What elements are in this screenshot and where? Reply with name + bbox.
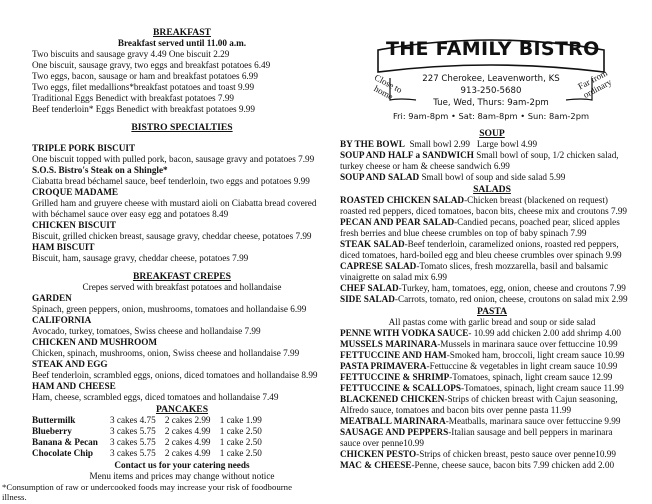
specialty-name: CHICKEN BISCUIT: [32, 220, 116, 230]
salad-desc: fresh berries and blue cheese crumbles on top of baby spinach 7.99: [340, 228, 587, 238]
crepe-name: HAM AND CHEESE: [32, 381, 116, 391]
salad-line: [340, 261, 608, 272]
pancake-row: [32, 437, 262, 448]
pasta-name: MEATBALL MARINARA: [340, 416, 446, 426]
salad-line: [340, 206, 627, 217]
pasta-line: [340, 427, 613, 438]
pancake-prices: 3 cakes 5.75 2 cakes 4.99 1 cake 2.50: [110, 448, 262, 458]
salad-line: [340, 228, 586, 239]
soup-line: [340, 172, 565, 183]
breakfast-item: Beef tenderloin* Eggs Benedict with breakfast potatoes 9.99: [32, 104, 255, 114]
pancake-name: Blueberry: [32, 426, 72, 436]
pasta-line: [340, 394, 618, 405]
salad-desc: -Turkey, ham, tomatoes, egg, onion, cheese and croutons 7.99: [398, 283, 626, 293]
specialty-desc: Biscuit, grilled chicken breast, sausage gravy, cheddar cheese, potatoes 7.99: [32, 231, 312, 241]
salad-desc: vinaigrette on salad mix 6.99: [340, 272, 447, 282]
pasta-line: [340, 460, 614, 471]
pancake-name: Chocolate Chip: [32, 448, 93, 458]
pasta-desc: -Strips of chicken breast, pesto sauce over penne10.99: [416, 449, 616, 459]
specialty-desc: Grilled ham and gruyere cheese with mustard aioli on Ciabatta bread covered: [32, 198, 317, 208]
pasta-name: SAUSAGE AND PEPPERS: [340, 427, 449, 437]
catering-note: Contact us for your catering needs: [114, 460, 250, 470]
pasta-desc: -Tomatoes, spinach, light cream sauce 12.99: [449, 372, 613, 382]
pasta-desc: -Tomatoes, spinach, light cream sauce 11.99: [461, 383, 624, 393]
breakfast-item: One biscuit, sausage gravy, two eggs and breakfast potatoes 6.49: [32, 60, 271, 70]
logo-tagline-left: Close to home: [372, 72, 404, 102]
logo-title: THE FAMILY BISTRO: [386, 38, 600, 60]
pasta-name: BLACKENED CHICKEN: [340, 394, 445, 404]
pancake-prices: 3 cakes 5.75 2 cakes 4.99 1 cake 2.50: [110, 437, 262, 447]
soup-name: BY THE BOWL: [340, 139, 405, 149]
pasta-desc: -Meatballs, marinara sauce over fettuccine 9.99: [445, 416, 621, 426]
pasta-line: [340, 449, 616, 460]
breakfast-item: Two eggs, bacon, sausage or ham and breakfast potatoes 6.99: [32, 71, 258, 81]
breakfast-item: Two biscuits and sausage gravy 4.49 One biscuit 2.29: [32, 49, 230, 59]
pancake-name: Banana & Pecan: [32, 437, 98, 447]
pasta-desc: -Penne, cheese sauce, bacon bits 7.99 chicken add 2.00: [411, 460, 615, 470]
pancakes-heading: PANCAKES: [155, 404, 209, 415]
pasta-subheading: All pastas come with garlic bread and soup or side salad: [388, 317, 596, 327]
specialty-desc: One biscuit topped with pulled pork, bacon, sausage gravy and potatoes 7.99: [32, 154, 315, 164]
specialty-name: CROQUE MADAME: [32, 187, 118, 197]
salad-line: [340, 217, 620, 228]
salad-name: STEAK SALAD: [340, 239, 405, 249]
soup-line: [340, 150, 619, 161]
pancake-row: [32, 448, 262, 459]
salad-line: [340, 239, 619, 250]
pancake-row: [32, 415, 262, 426]
pasta-desc: -Smoked ham, broccoli, light cream sauce 10.99: [446, 350, 625, 360]
soup-desc: Small bowl of soup, 1/2 chicken salad,: [473, 150, 619, 160]
pasta-name: FETTUCCINE AND HAM: [340, 350, 447, 360]
pasta-desc: -Strips of chicken breast with Cajun seasoning,: [444, 394, 618, 404]
logo-phone: 913-250-5680: [460, 86, 522, 96]
logo-address: 227 Cherokee, Leavenworth, KS: [422, 74, 560, 84]
salad-name: CHEF SALAD: [340, 283, 399, 293]
crepes-subheading: Crepes served with breakfast potatoes and hollandaise: [82, 282, 282, 292]
salad-name: ROASTED CHICKEN SALAD: [340, 195, 465, 205]
soup-name: SOUP AND HALF a SANDWICH: [340, 150, 474, 160]
salad-desc: -Candied pecans, poached pear, sliced apples: [454, 217, 620, 227]
soup-desc: turkey cheese or ham & cheese sandwich 6.99: [340, 161, 510, 171]
salad-name: SIDE SALAD: [340, 294, 395, 304]
specialty-desc: Ciabatta bread béchamel sauce, beef tenderloin, two eggs and potatoes 9.99: [32, 176, 310, 186]
soup-desc: Small bowl of soup and side salad 5.99: [419, 172, 566, 182]
specialty-name: HAM BISCUIT: [32, 242, 95, 252]
pasta-desc: - 10.99 add chicken 2.00 add shrimp 4.00: [468, 328, 621, 338]
pasta-name: FETTUCCINE & SHRIMP: [340, 372, 450, 382]
salad-desc: -Carrots, tomato, red onion, cheese, croutons on salad mix 2.99: [394, 294, 628, 304]
crepe-name: GARDEN: [32, 293, 72, 303]
pasta-line: [340, 372, 612, 383]
pasta-name: PENNE WITH VODKA SAUCE: [340, 328, 469, 338]
salad-line: [340, 283, 626, 294]
salad-desc: diced tomatoes, hard-boiled egg and bleu cheese crumbles over spinach 9.99: [340, 250, 622, 260]
pasta-name: MAC & CHEESE: [340, 460, 412, 470]
specialty-name: S.O.S. Bistro's Steak on a Shingle*: [32, 165, 168, 175]
salad-desc: -Chicken breast (blackened on request): [464, 195, 608, 205]
crepe-desc: Beef tenderloin, scrambled eggs, onions, diced tomatoes and hollandaise 8.99: [32, 370, 318, 380]
breakfast-item: Traditional Eggs Benedict with breakfast potatoes 7.99: [32, 93, 235, 103]
soup-line: [340, 139, 537, 150]
foodborne-warning-cont: illness.: [2, 492, 27, 502]
logo-tagline-right: Far from ordinary: [576, 67, 614, 100]
pasta-name: CHICKEN PESTO: [340, 449, 417, 459]
pasta-line: [340, 328, 621, 339]
salad-line: [340, 195, 608, 206]
pasta-desc: -Italian sausage and bell peppers in marinara: [448, 427, 613, 437]
logo-hours-weekday: Tue, Wed, Thurs: 9am-2pm: [433, 98, 549, 108]
soup-name: SOUP AND SALAD: [340, 172, 420, 182]
crepe-desc: Avocado, turkey, tomatoes, Swiss cheese and hollandaise 7.99: [32, 326, 261, 336]
crepes-heading: BREAKFAST CREPES: [132, 271, 231, 282]
salad-desc: -Beef tenderloin, caramelized onions, roasted red peppers,: [404, 239, 619, 249]
pasta-name: MUSSELS MARINARA: [340, 339, 438, 349]
crepe-desc: Chicken, spinach, mushrooms, onion, Swiss cheese and hollandaise 7.99: [32, 348, 300, 358]
pancake-prices: 3 cakes 5.75 2 cakes 4.99 1 cake 2.50: [110, 426, 262, 436]
pasta-line: [340, 405, 571, 416]
bistro-logo: [360, 28, 622, 140]
specialties-heading: BISTRO SPECIALTIES: [131, 122, 233, 133]
foodborne-warning: *Consumption of raw or undercooked foods may increase your risk of foodbourne: [2, 482, 292, 492]
pasta-line: [340, 350, 625, 361]
pancake-prices: 3 cakes 4.75 2 cakes 2.99 1 cake 1.99: [110, 415, 262, 425]
salad-name: CAPRESE SALAD: [340, 261, 417, 271]
soup-line: [340, 161, 510, 172]
breakfast-heading: BREAKFAST: [153, 27, 211, 38]
pasta-name: PASTA PRIMAVERA: [340, 361, 427, 371]
salads-heading: SALADS: [473, 184, 511, 195]
pasta-line: [340, 438, 424, 449]
crepe-desc: Spinach, green peppers, onion, mushrooms, tomatoes and hollandaise 6.99: [32, 304, 307, 314]
crepe-name: STEAK AND EGG: [32, 359, 108, 369]
salad-desc: roasted red peppers, diced tomatoes, bacon bits, cheese mix and croutons 7.99: [340, 206, 628, 216]
pancake-name: Buttermilk: [32, 415, 76, 425]
specialty-name: TRIPLE PORK BISCUIT: [32, 143, 136, 153]
breakfast-item: Two eggs, filet medallions*breakfast potatoes and toast 9.99: [32, 82, 255, 92]
pancake-row: [32, 426, 262, 437]
crepe-name: CHICKEN AND MUSHROOM: [32, 337, 158, 347]
salad-name: PECAN AND PEAR SALAD: [340, 217, 455, 227]
price-notice: Menu items and prices may change without notice: [89, 471, 275, 481]
pasta-heading: PASTA: [476, 306, 508, 317]
crepe-name: CALIFORNIA: [32, 315, 92, 325]
pasta-desc: -Fettuccine & vegetables in light cream sauce 10.99: [426, 361, 618, 371]
salad-line: [340, 272, 447, 283]
pasta-desc: Alfredo sauce, tomatoes and bacon bits over penne pasta 11.99: [340, 405, 572, 415]
specialty-desc: with béchamel sauce over easy egg and potatoes 8.49: [32, 209, 229, 219]
crepe-desc: Ham, cheese, scrambled eggs, diced tomatoes and hollandaise 7.49: [32, 392, 279, 402]
specialty-desc: Biscuit, ham, sausage gravy, cheddar cheese, potatoes 7.99: [32, 253, 249, 263]
salad-desc: -Tomato slices, fresh mozzarella, basil and balsamic: [416, 261, 609, 271]
breakfast-subheading: Breakfast served until 11.00 a.m.: [117, 38, 247, 48]
pasta-line: [340, 383, 624, 394]
pasta-desc: sauce over penne10.99: [340, 438, 424, 448]
pasta-line: [340, 416, 621, 427]
soup-heading: SOUP: [479, 128, 505, 139]
salad-line: [340, 294, 628, 305]
pasta-desc: -Mussels in marinara sauce over fettuccine 10.99: [437, 339, 618, 349]
logo-hours-weekend: Fri: 9am-8pm • Sat: 8am-8pm • Sun: 8am-2pm: [392, 111, 590, 121]
pasta-line: [340, 361, 617, 372]
pasta-name: FETTUCCINE & SCALLOPS: [340, 383, 461, 393]
salad-line: [340, 250, 622, 261]
pasta-line: [340, 339, 618, 350]
soup-desc: Small bowl 2.99 Large bowl 4.99: [404, 139, 538, 149]
